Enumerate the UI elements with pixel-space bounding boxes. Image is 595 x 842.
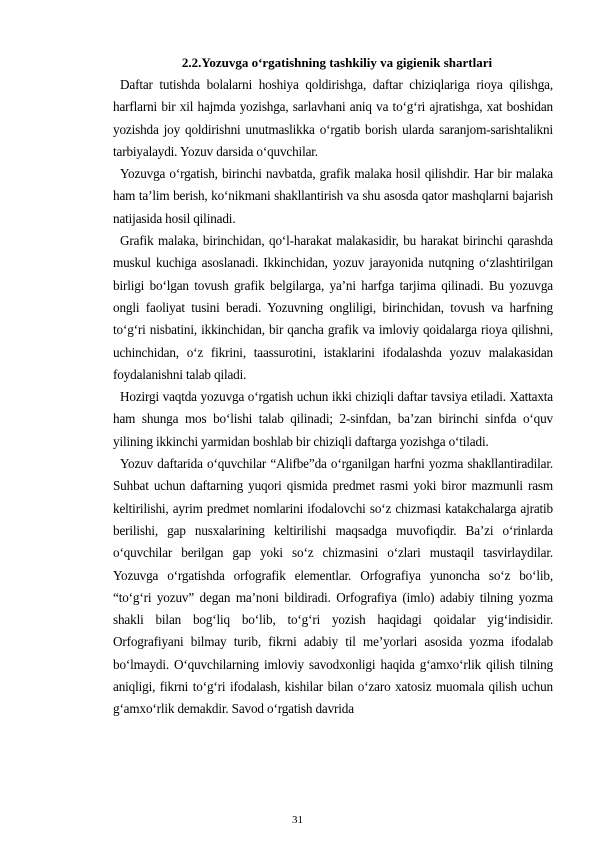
paragraph-5: Yozuv daftarida o‘quvchilar “Alifbe”da o‘rganilgan harfni yozma shakllantiradilar. Suhbat uchun daftarning yuqori qismida predmet rasmi yoki biror mazmunli rasm keltirilishi, ayrim predmet nomlarini ifodalovchi so‘z chizmasi katakchalarga ajratib berilishi, gap nusxalarining keltirilishi maqsadga muvofiqdir. Ba’zi o‘rinlarda o‘quvchilar berilgan gap yoki so‘z chizmasini o‘zlari mustaqil tasvirlaydilar. Yozuvga o‘rgatishda orfografik elementlar. Orfografiya yunoncha so‘z bo‘lib, “to‘g‘ri yozuv” degan ma’noni bildiradi. Orfografiya (imlo) adabiy tilning yozma shakli bilan bog‘liq bo‘lib, to‘g‘ri yozish haqidagi qoidalar yig‘indisidir. Orfografiyani bilmay turib, fikrni adabiy til me’yorlari asosida yozma ifodalab bo‘lmaydi. O‘quvchilarning imloviy savodxonligi haqida g‘amxo‘rlik qilish tilning aniqligi, fikrni to‘g‘ri ifodalash, kishilar bilan o‘zaro xatosiz muomala qilish uchun g‘amxo‘rlik demakdir. Savod o‘rgatish davrida bbox=[113, 456, 553, 717]
paragraph-4: Hozirgi vaqtda yozuvga o‘rgatish uchun ikki chiziqli daftar tavsiya etiladi. Xattaxta ham shunga mos bo‘lishi talab qilinadi; 2-sinfdan, ba’zan birinchi sinfda o‘quv yilining ikkinchi yarmidan boshlab bir chiziqli daftarga yozishga o‘tiladi. bbox=[113, 389, 553, 449]
page-body bbox=[113, 52, 553, 721]
section-title: 2.2.Yozuvga o‘rgatishning tashkiliy va gigienik shartlari bbox=[181, 55, 493, 70]
paragraph-3: Grafik malaka, birinchidan, qo‘l-harakat malakasidir, bu harakat birinchi qarashda muskul kuchiga asoslanadi. Ikkinchidan, yozuv jarayonida nutqning o‘zlashtirilgan birligi bo‘lgan tovush grafik belgilarga, ya’ni harfga tarjima qilinadi. Bu yozuvga ongli faoliyat tusini beradi. Yozuvning ongliligi, birinchidan, tovush va harfning to‘g‘ri nisbatini, ikkinchidan, bir qancha grafik va imloviy qoidalarga rioya qilishni, uchinchidan, o‘z fikrini, taassurotini, istaklarini ifodalashda yozuv malakasidan foydalanishni talab qiladi. bbox=[113, 233, 553, 382]
paragraph-2: Yozuvga o‘rgatish, birinchi navbatda, grafik malaka hosil qilishdir. Har bir malaka ham ta’lim berish, ko‘nikmani shakllantirish va shu asosda qator mashqlarni bajarish natijasida hosil qilinadi. bbox=[113, 166, 553, 226]
paragraph-1: Daftar tutishda bolalarni hoshiya qoldirishga, daftar chiziqlariga rioya qilishga, harflarni bir xil hajmda yozishga, sarlavhani aniq va to‘g‘ri ajratishga, xat boshidan yozishda joy qoldirishni unutmaslikka o‘rgatib borish ularda saranjom-sarishtalikni tarbiyalaydi. Yozuv darsida o‘quvchilar. bbox=[113, 77, 553, 159]
page-number: 31 bbox=[292, 814, 303, 826]
